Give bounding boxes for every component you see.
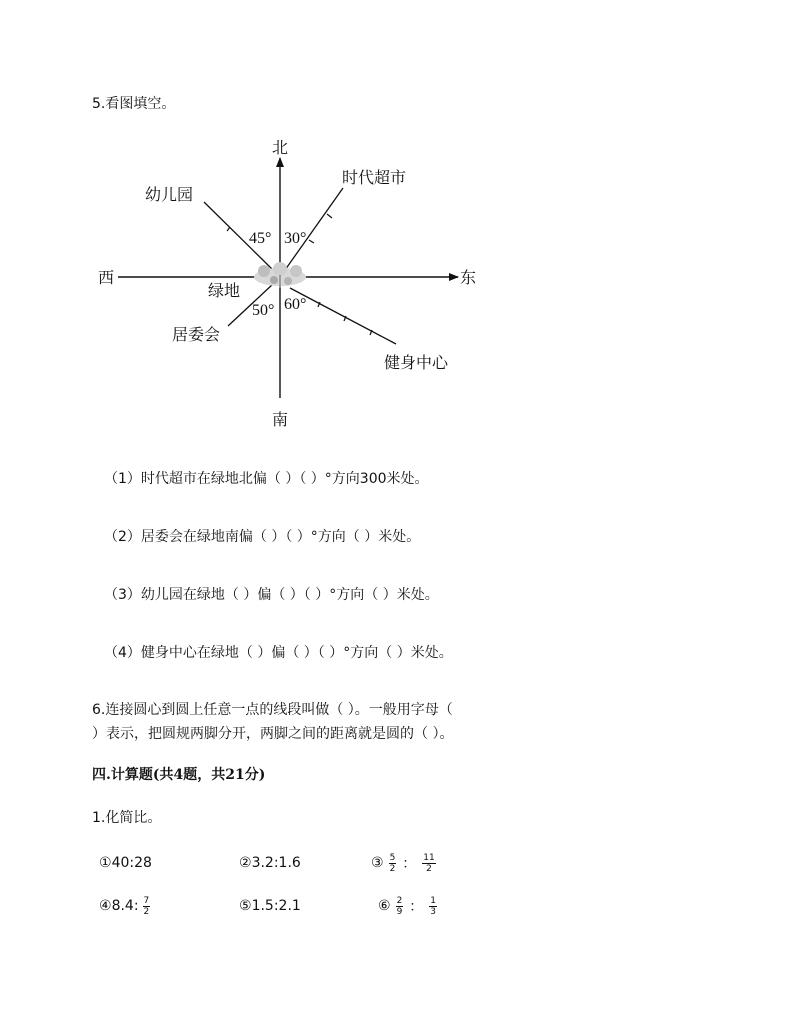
angle-ne: 30° [284, 230, 307, 247]
problem-4-fraction-b: $\frac{7}{2}$ [143, 895, 150, 917]
label-supermarket: 时代超市 [342, 168, 407, 187]
ray-supermarket [285, 188, 343, 270]
problem-3-fraction-a: $\frac{5}{2}$ [389, 852, 396, 874]
label-west: 西 [98, 268, 115, 287]
problem-1-mark: ① [99, 855, 112, 871]
problem-6-mark: ⑥ [378, 898, 391, 914]
problem-2 [239, 852, 301, 874]
problem-2-expr: 3.2:1.6 [251, 855, 301, 871]
q5-item-4: （4）健身中心在绿地（ ）偏（ ）（ ）°方向（ ）米处。 [104, 645, 453, 661]
q5-item-1: （1）时代超市在绿地北偏（ ）（ ）°方向300米处。 [104, 471, 429, 487]
compass-diagram [80, 130, 500, 440]
q5-title: 5.看图填空。 [92, 96, 176, 112]
q6-line-1: 6.连接圆心到圆上任意一点的线段叫做（ ）。一般用字母（ [92, 702, 453, 718]
q5-item-2: （2）居委会在绿地南偏（ ）（ ）°方向（ ）米处。 [104, 529, 421, 545]
problem-6-fraction-b: $\frac{1}{3}$ [430, 895, 437, 917]
label-north: 北 [272, 138, 289, 157]
label-committee: 居委会 [172, 325, 221, 344]
problem-1-expr: 40:28 [111, 855, 152, 871]
problem-5 [239, 895, 301, 917]
problem-1 [99, 852, 152, 874]
problem-3: ③ $\frac{5}{2}$ ： $\frac{11}{2}$ [371, 852, 435, 874]
problem-4 [99, 891, 151, 921]
problem-6-fraction-a: $\frac{2}{9}$ [396, 895, 403, 917]
label-east: 东 [460, 268, 477, 287]
label-green-space: 绿地 [208, 281, 241, 300]
q5-item-3: （3）幼儿园在绿地（ ）偏（ ）（ ）°方向（ ）米处。 [104, 587, 439, 603]
problem-5-expr: 1.5:2.1 [251, 898, 301, 914]
problem-3-fraction-b: $\frac{11}{2}$ [423, 852, 435, 874]
problem-2-mark: ② [239, 855, 252, 871]
angle-se: 60° [284, 296, 307, 313]
section-4-title: 四.计算题(共4题，共21分) [92, 767, 266, 783]
problem-5-mark: ⑤ [239, 898, 252, 914]
calc-1-title: 1.化简比。 [92, 810, 162, 826]
label-south: 南 [272, 410, 289, 429]
problem-3-mark: ③ [371, 855, 384, 871]
problem-6: ⑥ $\frac{2}{9}$ ： $\frac{1}{3}$ [378, 895, 437, 917]
q6-line-2: ）表示，把圆规两脚分开，两脚之间的距离就是圆的（ ）。 [92, 726, 454, 742]
problem-4-mark: ④ [99, 898, 112, 914]
green-space-icon [254, 262, 306, 288]
angle-nw: 45° [249, 230, 272, 247]
label-fitness-center: 健身中心 [384, 353, 449, 372]
label-kindergarten: 幼儿园 [145, 185, 194, 204]
problem-4-expr: 8.4: [111, 898, 139, 914]
angle-sw: 50° [252, 302, 275, 319]
